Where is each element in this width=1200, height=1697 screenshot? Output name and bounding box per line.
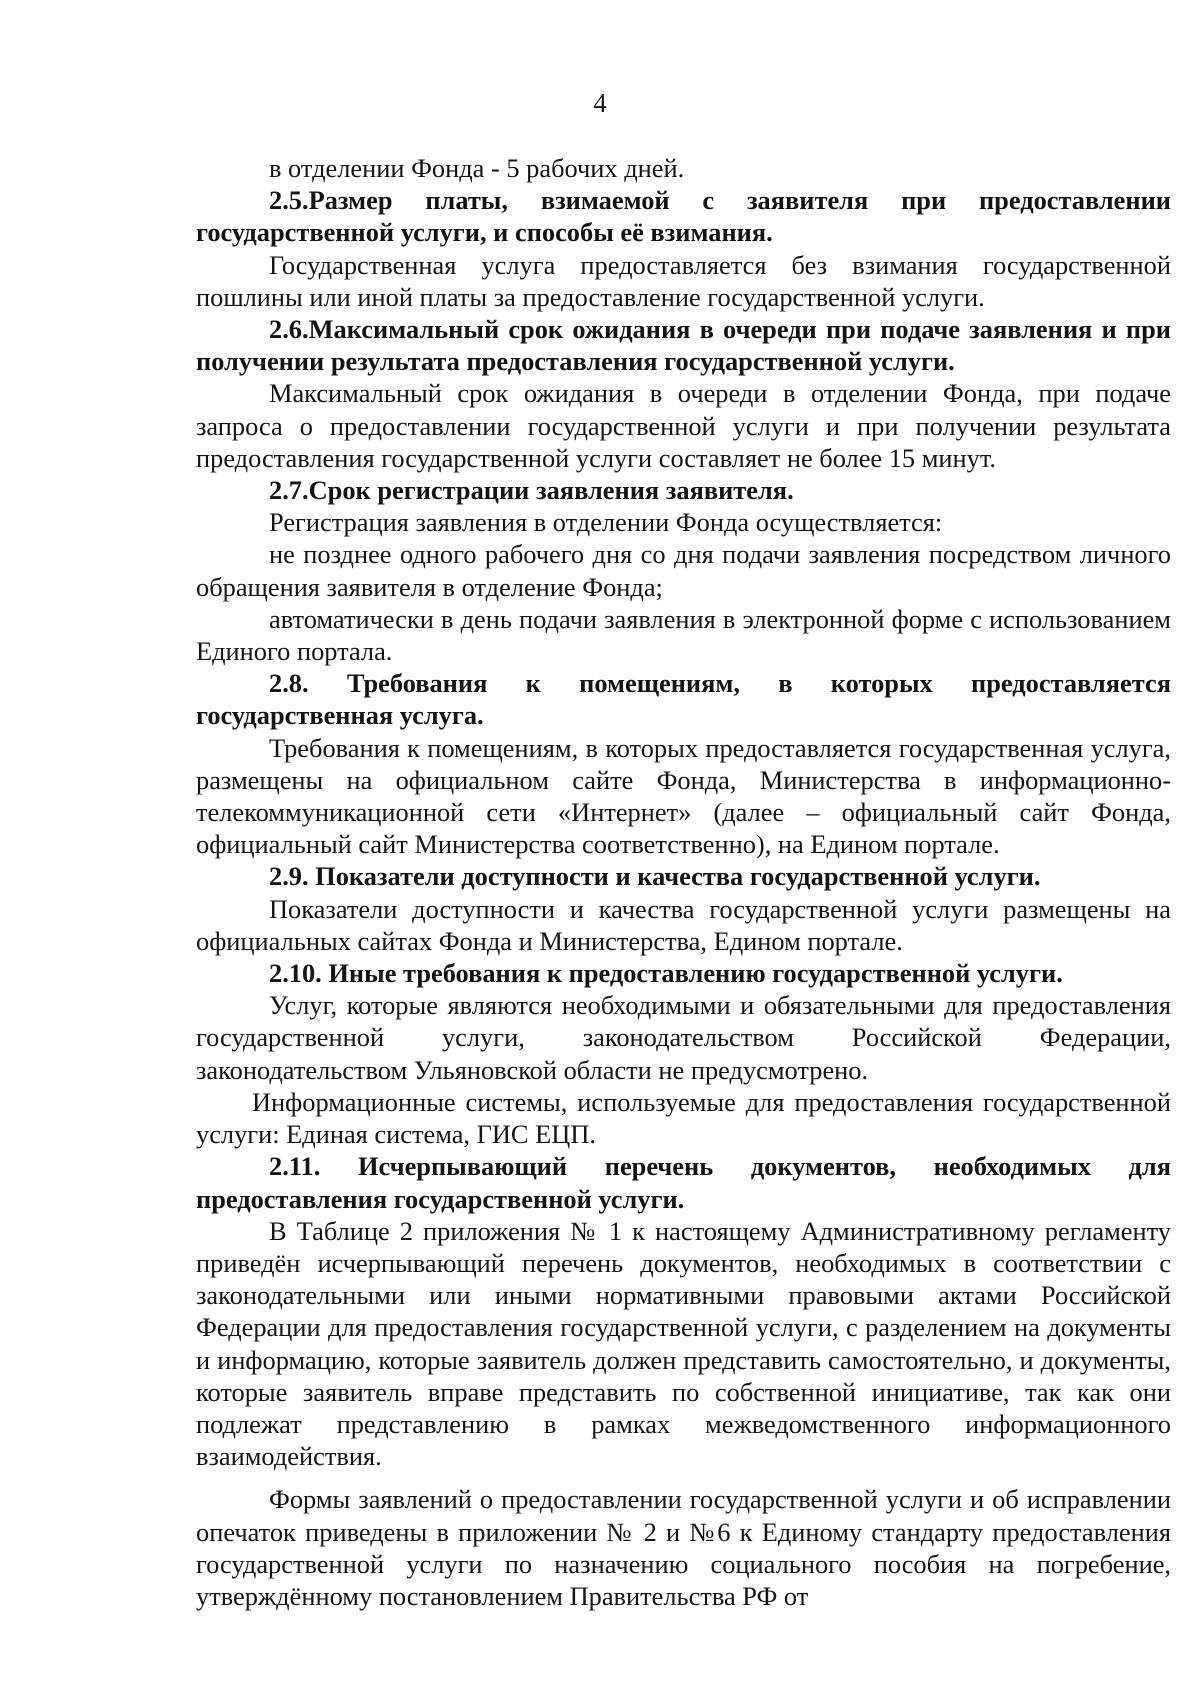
paragraph-no-fee: Государственная услуга предоставляется без взимания государственной пошлины или иной платы за предоставление государственной услуги. <box>196 249 1171 312</box>
heading-2-8: 2.8. Требования к помещениям, в которых предоставляется государственная услуга. <box>196 668 1171 731</box>
heading-2-6: 2.6.Максимальный срок ожидания в очереди при подаче заявления и при получении результата предоставления государственной услуги. <box>196 314 1171 377</box>
paragraph-registration-electronic: автоматически в день подачи заявления в электронной форме с использованием Единого портала. <box>196 603 1171 667</box>
paragraph-premises-requirements: Требования к помещениям, в которых предоставляется государственная услуга, размещены на официальном сайте Фонда, Министерства в информационно-телекоммуникационной сети «Интернет» (далее – официальный сайт Фонда, официальный сайт Министерства соответственно), на Едином портале. <box>196 732 1171 860</box>
paragraph-documents-list: В Таблице 2 приложения № 1 к настоящему Административному регламенту приведён исчерпывающий перечень документов, необходимых в соответствии с законодательными или иными нормативными правовыми актами Российской Федерации для предоставления государственной услуги, с разделением на документы и информацию, которые заявитель должен представить самостоятельно, и документы, которые заявитель вправе представить по собственной инициативе, так как они подлежат представлению в рамках межведомственного информационного взаимодействия. <box>196 1215 1171 1472</box>
heading-2-5: 2.5.Размер платы, взимаемой с заявителя при предоставлении государственной услуги, и способы её взимания. <box>196 185 1171 248</box>
paragraph-information-systems: Информационные системы, используемые для предоставления государственной услуги: Единая система, ГИС ЕЦП. <box>196 1086 1171 1150</box>
page-number: 4 <box>593 88 607 118</box>
paragraph-application-forms: Формы заявлений о предоставлении государственной услуги и об исправлении опечаток приведены в приложении № 2 и №6 к Единому стандарту предоставления государственной услуги по назначению социального пособия на погребение, утверждённому постановлением Правительства РФ от <box>196 1484 1171 1611</box>
heading-2-11: 2.11. Исчерпывающий перечень документов, необходимых для предоставления государственной услуги. <box>196 1151 1171 1214</box>
heading-2-9: 2.9. Показатели доступности и качества государственной услуги. <box>269 861 1041 892</box>
heading-2-10: 2.10. Иные требования к предоставлению государственной услуги. <box>269 958 1063 989</box>
paragraph-registration-intro: Регистрация заявления в отделении Фонда осуществляется: <box>269 507 943 538</box>
paragraph-accessibility-indicators: Показатели доступности и качества государственной услуги размещены на официальных сайтах Фонда и Министерства, Едином портале. <box>196 893 1171 956</box>
document-body <box>196 152 1171 1612</box>
heading-2-7: 2.7.Срок регистрации заявления заявителя. <box>269 475 794 506</box>
paragraph-registration-personal: не позднее одного рабочего дня со дня подачи заявления посредством личного обращения заявителя в отделение Фонда; <box>196 539 1171 602</box>
paragraph-office-deadline: в отделении Фонда - 5 рабочих дней. <box>269 153 685 183</box>
paragraph-queue-time: Максимальный срок ожидания в очереди в отделении Фонда, при подаче запроса о предоставлении государственной услуги и при получении результата предоставления государственной услуги составляет не более 15 минут. <box>196 378 1171 473</box>
paragraph-required-services: Услуг, которые являются необходимыми и обязательными для предоставления государственной услуги, законодательством Российской Федерации, законодательством Ульяновской области не предусмотрено. <box>196 990 1171 1085</box>
